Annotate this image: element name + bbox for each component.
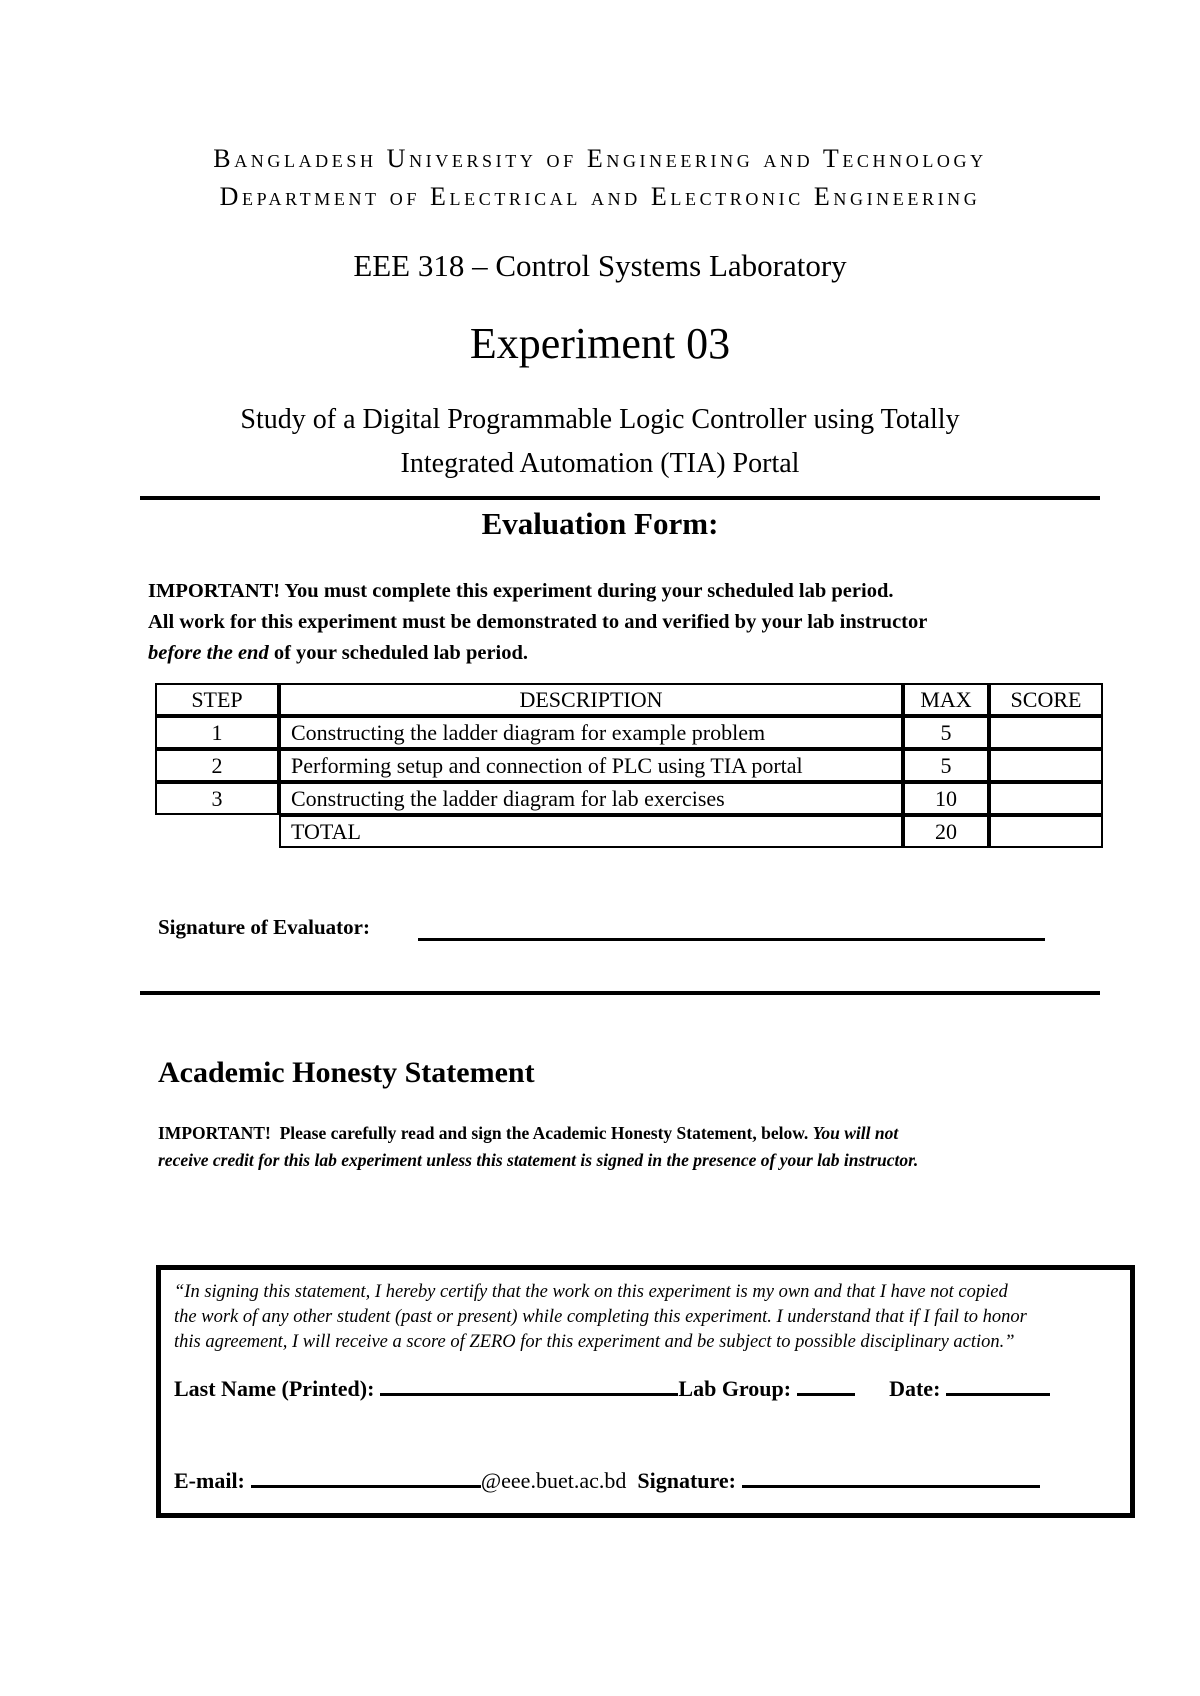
score-cell[interactable]: [989, 782, 1103, 815]
important-italic: You will not: [812, 1123, 899, 1143]
total-max-cell: 20: [903, 815, 989, 848]
email-domain: @eee.buet.ac.bd: [480, 1468, 627, 1493]
date-label: Date:: [889, 1376, 941, 1401]
important-italic: before the end: [148, 642, 269, 664]
evaluation-table: [155, 683, 1103, 848]
header-description: DESCRIPTION: [279, 683, 903, 716]
statement-line: this agreement, I will receive a score of ZERO for this experiment and be subject to possible disciplinary action.”: [174, 1332, 1015, 1352]
honesty-statement-text: [174, 1280, 1124, 1355]
max-cell: 5: [903, 716, 989, 749]
evaluator-signature-label: Signature of Evaluator:: [158, 915, 370, 939]
signature-field[interactable]: [742, 1465, 1040, 1488]
table-total-row: [155, 815, 1103, 848]
header-score: SCORE: [989, 683, 1103, 716]
description-cell: Performing setup and connection of PLC using TIA portal: [279, 749, 903, 782]
total-label-cell: TOTAL: [279, 815, 903, 848]
statement-line: “In signing this statement, I hereby certify that the work on this experiment is my own and that I have not copied: [174, 1282, 1008, 1302]
description-cell: Constructing the ladder diagram for example problem: [279, 716, 903, 749]
important-label: IMPORTANT!: [148, 580, 281, 602]
table-row: [155, 749, 1103, 782]
divider: [140, 991, 1100, 995]
important-text: All work for this experiment must be demonstrated to and verified by your lab instructor: [148, 611, 928, 633]
max-cell: 10: [903, 782, 989, 815]
evaluator-signature-field[interactable]: [418, 938, 1045, 941]
email-label: E-mail:: [174, 1468, 245, 1493]
date-field[interactable]: [946, 1373, 1050, 1396]
table-row: [155, 716, 1103, 749]
table-header-row: [155, 683, 1103, 716]
important-text: You must complete this experiment during your scheduled lab period.: [284, 580, 894, 602]
score-cell[interactable]: [989, 749, 1103, 782]
lab-group-field[interactable]: [797, 1373, 855, 1396]
step-cell: 1: [155, 716, 279, 749]
important-text: of your scheduled lab period.: [273, 642, 529, 664]
important-label: IMPORTANT!: [158, 1123, 271, 1143]
evaluation-heading: Evaluation Form:: [481, 506, 719, 541]
important-text: Please carefully read and sign the Academic Honesty Statement, below.: [279, 1123, 809, 1143]
step-cell: 2: [155, 749, 279, 782]
signature-label: Signature:: [637, 1468, 736, 1493]
max-cell: 5: [903, 749, 989, 782]
course-title: EEE 318 – Control Systems Laboratory: [353, 248, 847, 283]
email-row: [174, 1465, 1040, 1494]
subtitle-line-2: Integrated Automation (TIA) Portal: [400, 448, 800, 479]
table-row: [155, 782, 1103, 815]
honesty-important-note: [158, 1120, 1058, 1174]
divider: [140, 496, 1100, 500]
name-row: [174, 1373, 1050, 1402]
header-max: MAX: [903, 683, 989, 716]
department-name: Department of Electrical and Electronic Engineering: [219, 182, 981, 211]
lab-group-label: Lab Group:: [678, 1376, 792, 1401]
evaluation-important-note: [148, 576, 1108, 669]
university-name: Bangladesh University of Engineering and Technology: [213, 144, 987, 173]
important-italic: receive credit for this lab experiment unless this statement is signed in the presence of your lab instructor.: [158, 1150, 919, 1170]
score-cell[interactable]: [989, 716, 1103, 749]
subtitle-line-1: Study of a Digital Programmable Logic Controller using Totally: [240, 404, 960, 435]
experiment-subtitle: [0, 398, 1200, 486]
description-cell: Constructing the ladder diagram for lab exercises: [279, 782, 903, 815]
experiment-title: Experiment 03: [469, 319, 731, 368]
last-name-field[interactable]: [380, 1373, 678, 1396]
last-name-label: Last Name (Printed):: [174, 1376, 375, 1401]
honesty-heading: Academic Honesty Statement: [158, 1056, 535, 1089]
header-step: STEP: [155, 683, 279, 716]
step-cell: 3: [155, 782, 279, 815]
statement-line: the work of any other student (past or present) while completing this experiment. I understand that if I fail to honor: [174, 1307, 1027, 1327]
email-field[interactable]: [251, 1465, 481, 1488]
total-score-cell[interactable]: [989, 815, 1103, 848]
empty-cell: [155, 815, 279, 848]
